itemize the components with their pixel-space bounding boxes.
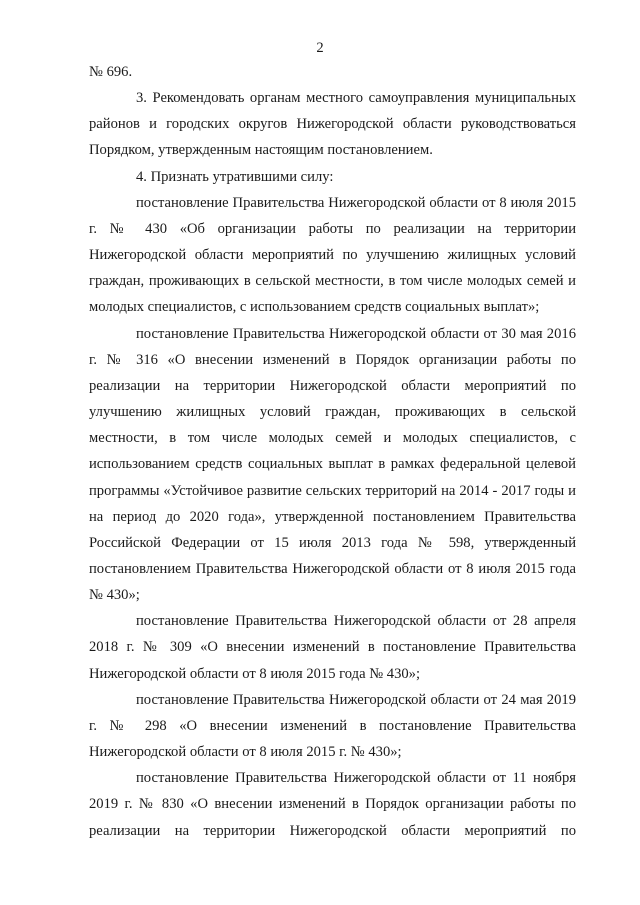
paragraph-continuation: № 696. — [89, 64, 133, 80]
paragraph-repealed-act-3: постановление Правительства Нижегородской области от 28 апреля 2018 г. № 309 «О внесении изменений в постановление Правительства Нижегородской области от 8 июля 2015 года № 430»; — [89, 613, 576, 682]
paragraph-item-3: 3. Рекомендовать органам местного самоуправления муниципальных районов и городских округов Нижегородской области руководствоваться Порядком, утвержденным настоящим постановлением. — [89, 90, 576, 159]
page-number: 2 — [316, 40, 324, 56]
paragraph-repealed-act-1: постановление Правительства Нижегородской области от 8 июля 2015 г. № 430 «Об организации работы по реализации на территории Нижегородской области мероприятий по улучшению жилищных условий граждан, проживающих в сельской местности, в том числе молодых семей и молодых специалистов, с использованием средств социальных выплат»; — [89, 194, 576, 316]
paragraph-item-4: 4. Признать утратившими силу: — [136, 168, 334, 185]
paragraph-repealed-act-4: постановление Правительства Нижегородской области от 24 мая 2019 г. № 298 «О внесении изменений в постановление Правительства Нижегородской области от 8 июля 2015 г. № 430»; — [89, 691, 576, 761]
document-body — [89, 59, 576, 844]
paragraph-repealed-act-2: постановление Правительства Нижегородской области от 30 мая 2016 г. № 316 «О внесении изменений в Порядок организации работы по реализации на территории Нижегородской области мероприятий по улучшению жилищных условий граждан, проживающих в сельской местности, в том числе молодых семей и молодых специалистов, с использованием средств социальных выплат в рамках федеральной целевой программы «Устойчивое развитие сельских территорий на 2014 - 2017 годы и на период до 2020 года», утвержденной постановлением Правительства Российской Федерации от 15 июля 2013 года № 598, утвержденный постановлением Правительства Нижегородской области от 8 июля 2015 года № 430»; — [89, 325, 576, 604]
paragraph-repealed-act-5: постановление Правительства Нижегородской области от 11 ноября 2019 г. № 830 «О внесении изменений в Порядок организации работы по реализации на территории Нижегородской области мероприятий по — [89, 770, 576, 839]
